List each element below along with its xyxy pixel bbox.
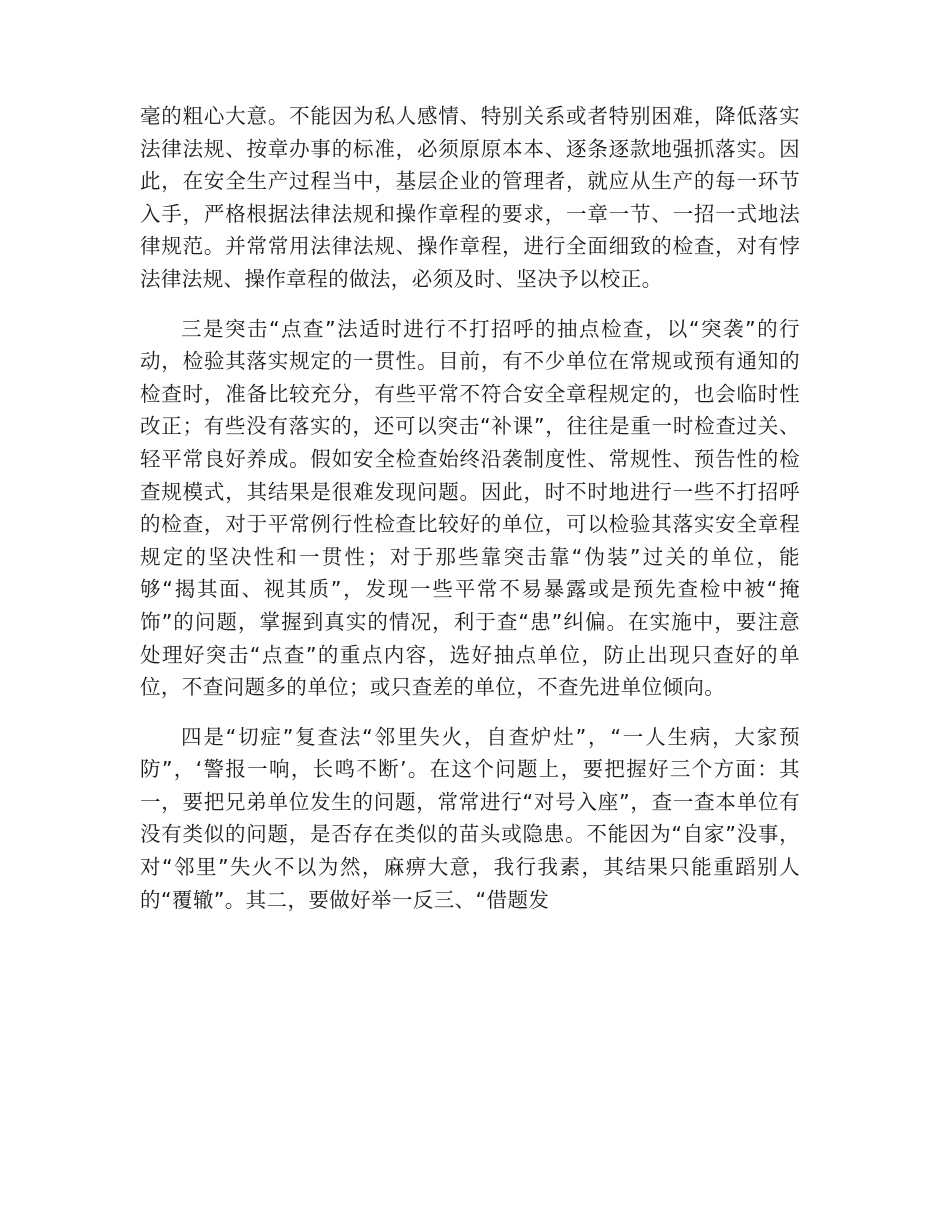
document-body (140, 100, 800, 933)
paragraph-2: 三是突击“点查”法适时进行不打招呼的抽点检查，以“突袭”的行动，检验其落实规定的一贯性。目前，有不少单位在常规或预有通知的检查时，准备比较充分，有些平常不符合安全章程规定的，也会临时性改正；有些没有落实的，还可以突击“补课”，往往是重一时检查过关、轻平常良好养成。假如安全检查始终沿袭制度性、常规性、预告性的检查规模式，其结果是很难发现问题。因此，时不时地进行一些不打招呼的检查，对于平常例行性检查比较好的单位，可以检验其落实安全章程规定的坚决性和一贯性；对于那些靠突击靠“伪装”过关的单位，能够“揭其面、视其质”，发现一些平常不易暴露或是预先查检中被“掩饰”的问题，掌握到真实的情况，利于查“患”纠偏。在实施中，要注意处理好突击“点查”的重点内容，选好抽点单位，防止出现只查好的单位，不查问题多的单位；或只查差的单位，不查先进单位倾向。 (140, 316, 800, 700)
paragraph-1: 毫的粗心大意。不能因为私人感情、特别关系或者特别困难，降低落实法律法规、按章办事的标准，必须原原本本、逐条逐款地强抓落实。因此，在安全生产过程当中，基层企业的管理者，就应从生产的每一环节入手，严格根据法律法规和操作章程的要求，一章一节、一招一式地法律规范。并常常用法律法规、操作章程，进行全面细致的检查，对有悖法律法规、操作章程的做法，必须及时、坚决予以校正。 (140, 104, 800, 291)
paragraph-3: 四是“切症”复查法“邻里失火，自查炉灶”，“一人生病，大家预防”，‘警报一响，长鸣不断’。在这个问题上，要把握好三个方面：其一，要把兄弟单位发生的问题，常常进行“对号入座”，查一查本单位有没有类似的问题，是否存在类似的苗头或隐患。不能因为“自家”没事，对“邻里”失火不以为然，麻痹大意，我行我素，其结果只能重蹈别人的“覆辙”。其二，要做好举一反三、“借题发 (140, 724, 800, 912)
